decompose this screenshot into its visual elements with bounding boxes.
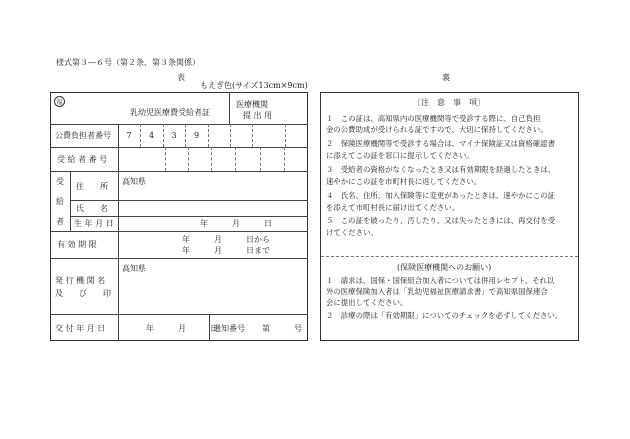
digit-divider bbox=[230, 124, 231, 147]
digit-divider bbox=[165, 147, 166, 171]
address-value: 高知県 bbox=[122, 177, 146, 186]
submit-label: 提 出 用 bbox=[243, 111, 273, 120]
digit-divider bbox=[188, 147, 189, 171]
front-divider bbox=[50, 147, 308, 148]
form-number: 様式第３―６号（第２条、第３条関係） bbox=[56, 58, 200, 67]
request-line: １ 請求は、国保・国保組合加入者については併用レセプト、それ以 bbox=[326, 276, 555, 285]
digit-divider bbox=[211, 147, 212, 171]
front-divider bbox=[50, 258, 308, 259]
welfare-seal-icon: 福 bbox=[54, 96, 65, 107]
name-label: 氏 名 bbox=[76, 204, 108, 213]
issuer-label-2: 及 び 印 bbox=[55, 289, 111, 298]
validity-label: 有 効 期 限 bbox=[57, 240, 97, 249]
payer-digit: 4 bbox=[148, 131, 155, 140]
validity-from: 年 月 日から bbox=[182, 235, 270, 244]
digit-divider bbox=[208, 124, 209, 147]
requests-title: (保険医療機関へのお願い) bbox=[397, 263, 492, 272]
note-line: ２ 保険医療機関等で受診する場合は、マイナ保険証又は資格確認書 bbox=[326, 139, 555, 148]
recipient-side-char: 給 bbox=[56, 197, 64, 206]
front-divider bbox=[50, 124, 308, 125]
title-divider bbox=[229, 92, 230, 124]
note-line: ５ この証を破ったり、汚したり、又は失ったときには、再交付を受 bbox=[326, 216, 556, 225]
issuer-value: 高知県 bbox=[122, 264, 146, 273]
front-divider bbox=[50, 171, 308, 172]
digit-divider bbox=[285, 124, 286, 147]
address-label: 住 所 bbox=[76, 182, 108, 191]
back-label: 裏 bbox=[442, 73, 450, 82]
notes-title: 〔注 意 事 項〕 bbox=[413, 98, 485, 107]
recipient-side-divider bbox=[70, 171, 71, 231]
note-line: ４ 氏名、住所、加入保険等に変更があったときは、速やかにこの証 bbox=[326, 191, 556, 200]
issue-date-label: 交 付 年 月 日 bbox=[55, 324, 106, 333]
note-line: けてください。 bbox=[326, 228, 378, 237]
payer-digit: 7 bbox=[126, 131, 132, 140]
payer-digit: 3 bbox=[171, 131, 177, 140]
digit-divider bbox=[235, 147, 236, 171]
request-line: ２ 診療の際は「有効期限」についてのチェックを必ずしてください。 bbox=[326, 311, 563, 320]
front-divider bbox=[50, 314, 308, 315]
color-size-note: もえぎ色(サイズ13cm×9cm) bbox=[200, 81, 308, 90]
note-line: を添えて市町村長に届け出てください。 bbox=[326, 203, 460, 212]
payer-number-label: 公費負担者番号 bbox=[55, 131, 111, 140]
notice-number-label: 通知番号 bbox=[213, 324, 245, 333]
digit-divider bbox=[260, 147, 261, 171]
validity-to: 年 月 日まで bbox=[182, 246, 270, 255]
front-divider bbox=[70, 216, 308, 217]
back-section-divider bbox=[321, 256, 578, 257]
label-column-divider bbox=[118, 124, 119, 341]
note-line: 速やかにこの証を市町村長に返してください。 bbox=[326, 177, 482, 186]
institution-label: 医療機関 bbox=[236, 100, 268, 109]
front-divider bbox=[70, 200, 308, 201]
dob-label: 生 年 月 日 bbox=[74, 219, 114, 228]
issue-date-value: 年 月 日 bbox=[146, 324, 218, 333]
digit-divider bbox=[252, 124, 253, 147]
recipient-side-char: 受 bbox=[56, 177, 64, 186]
payer-digit: 9 bbox=[193, 131, 200, 140]
issuer-label-1: 発 行 機 関 名 bbox=[55, 276, 106, 285]
recipient-number-label: 受 給 者 番 号 bbox=[57, 155, 108, 164]
note-line: １ この証は、高知県内の医療機関等で受診する際に、自己負担 bbox=[326, 114, 541, 123]
note-line: ３ 受給者の資格がなくなったとき又は有効期限を経過したときは、 bbox=[326, 165, 556, 174]
recipient-side-char: 者 bbox=[56, 217, 64, 226]
dob-value: 年 月 日 bbox=[200, 219, 272, 228]
digit-divider bbox=[284, 147, 285, 171]
notice-number-value: 第 号 bbox=[262, 324, 302, 333]
request-line: 会に提出してください。 bbox=[326, 298, 408, 307]
front-divider bbox=[50, 231, 308, 232]
note-line: に添えてこの証を窓口に提示してください。 bbox=[326, 151, 474, 160]
card-title: 乳幼児医療費受給者証 bbox=[130, 108, 210, 117]
front-label: 表 bbox=[177, 73, 185, 82]
note-line: 金の公費助成が受けられる証ですので、大切に保持してください。 bbox=[326, 125, 548, 134]
request-line: 外の医療保険加入者は「乳幼児福祉医療請求書」で高知県国保連合 bbox=[326, 287, 548, 296]
